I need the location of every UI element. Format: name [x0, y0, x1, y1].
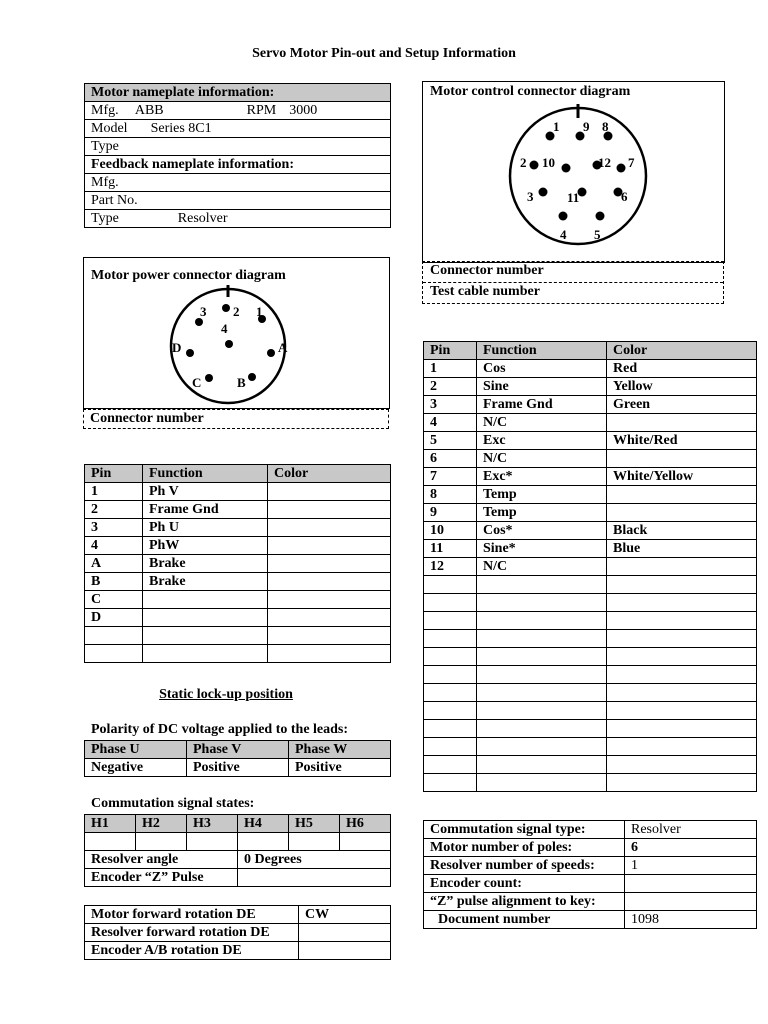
- table-row: [424, 504, 757, 522]
- table-row: [85, 627, 391, 645]
- nameplate-mfg-row: [85, 102, 391, 120]
- color-cell: [607, 702, 757, 720]
- control-connector-fields: [422, 261, 724, 304]
- control-pin-7: 7: [628, 155, 635, 170]
- phase-u-header: Phase U: [85, 741, 187, 759]
- power-col-pin: Pin: [85, 465, 143, 483]
- color-cell: [607, 594, 757, 612]
- pin-cell: 11: [424, 540, 477, 558]
- page-title: Servo Motor Pin-out and Setup Information: [252, 46, 516, 61]
- power-connector-number: Connector number: [83, 409, 389, 429]
- table-row: [424, 857, 757, 875]
- pin-cell: [424, 702, 477, 720]
- color-cell: [268, 555, 391, 573]
- function-cell: [477, 648, 607, 666]
- color-cell: [607, 414, 757, 432]
- color-cell: [268, 591, 391, 609]
- power-pin-B: B: [237, 375, 246, 390]
- color-cell: [607, 648, 757, 666]
- function-cell: Ph V: [143, 483, 268, 501]
- table-row: [424, 540, 757, 558]
- color-cell: Yellow: [607, 378, 757, 396]
- commutation-value: Resolver: [625, 821, 757, 839]
- pin-cell: B: [85, 573, 143, 591]
- table-row: [424, 684, 757, 702]
- pin-cell: [424, 684, 477, 702]
- function-cell: Sine*: [477, 540, 607, 558]
- commutation-table: [423, 820, 757, 929]
- control-pin-2: 2: [520, 155, 527, 170]
- function-cell: N/C: [477, 414, 607, 432]
- table-row: [424, 774, 757, 792]
- rotation-label: Motor forward rotation DE: [85, 906, 299, 924]
- pin-cell: 9: [424, 504, 477, 522]
- function-cell: Exc: [477, 432, 607, 450]
- table-row: [424, 666, 757, 684]
- table-row: [424, 720, 757, 738]
- table-row: [424, 396, 757, 414]
- phase-u-value: Negative: [85, 759, 187, 777]
- function-cell: [477, 774, 607, 792]
- color-cell: [607, 756, 757, 774]
- control-pin-table: [423, 341, 757, 792]
- function-cell: [143, 627, 268, 645]
- polarity-label: Polarity of DC voltage applied to the leads:: [91, 722, 349, 737]
- table-row: [85, 519, 391, 537]
- pin-cell: [424, 648, 477, 666]
- table-row: [85, 924, 391, 942]
- commutation-label: Motor number of poles:: [424, 839, 625, 857]
- pin-cell: 10: [424, 522, 477, 540]
- power-pin-C: C: [192, 375, 202, 390]
- table-row: [424, 911, 757, 929]
- table-row: [424, 839, 757, 857]
- commutation-value: 1: [625, 857, 757, 875]
- pin-cell: [424, 774, 477, 792]
- table-row: [424, 522, 757, 540]
- color-cell: [607, 666, 757, 684]
- fb-type-label: Type: [91, 211, 119, 226]
- rotation-table: [84, 905, 391, 960]
- commutation-value: [625, 875, 757, 893]
- control-col-pin: Pin: [424, 342, 477, 360]
- color-cell: [268, 537, 391, 555]
- table-row: [85, 645, 391, 663]
- pin-cell: 12: [424, 558, 477, 576]
- nameplate-type-row: Type: [85, 138, 391, 156]
- function-cell: [477, 594, 607, 612]
- control-col-color: Color: [607, 342, 757, 360]
- control-pin-9: 9: [583, 119, 590, 134]
- table-row: [424, 432, 757, 450]
- color-cell: [607, 720, 757, 738]
- rotation-value: [299, 942, 391, 960]
- commutation-value: [625, 893, 757, 911]
- color-cell: [607, 486, 757, 504]
- lockup-title: Static lock-up position: [159, 687, 293, 702]
- power-connector-diagram: [160, 285, 300, 410]
- pin-cell: [424, 666, 477, 684]
- function-cell: Sine: [477, 378, 607, 396]
- pin-cell: 4: [85, 537, 143, 555]
- table-row: [424, 648, 757, 666]
- function-cell: [477, 684, 607, 702]
- mfg-value: ABB: [134, 103, 164, 118]
- rotation-value: [299, 924, 391, 942]
- phase-v-header: Phase V: [187, 741, 289, 759]
- resolver-angle-label: Resolver angle: [85, 851, 238, 869]
- color-cell: [268, 627, 391, 645]
- control-pin-3: 3: [527, 189, 534, 204]
- pin-cell: [424, 630, 477, 648]
- function-cell: [477, 756, 607, 774]
- power-pin-2: 2: [233, 304, 240, 319]
- pin-cell: A: [85, 555, 143, 573]
- table-row: [424, 756, 757, 774]
- pin-cell: [85, 645, 143, 663]
- power-col-function: Function: [143, 465, 268, 483]
- color-cell: [607, 504, 757, 522]
- function-cell: N/C: [477, 558, 607, 576]
- phase-w-value: Positive: [289, 759, 391, 777]
- pin-cell: 1: [85, 483, 143, 501]
- pin-cell: 4: [424, 414, 477, 432]
- color-cell: White/Red: [607, 432, 757, 450]
- resolver-angle-value: 0 Degrees: [238, 851, 391, 869]
- color-cell: [607, 576, 757, 594]
- commutation-value: 6: [625, 839, 757, 857]
- test-cable-number: Test cable number: [430, 284, 540, 299]
- pin-cell: 3: [85, 519, 143, 537]
- control-pin-1: 1: [553, 119, 560, 134]
- color-cell: [607, 558, 757, 576]
- table-row: [424, 630, 757, 648]
- control-pin-12: 12: [598, 155, 611, 170]
- commutation-table-body: [424, 821, 757, 929]
- table-row: [424, 414, 757, 432]
- table-row: [424, 594, 757, 612]
- mfg-label: Mfg.: [91, 103, 119, 118]
- table-row: [424, 576, 757, 594]
- color-cell: [607, 630, 757, 648]
- feedback-part-row: Part No.: [85, 192, 391, 210]
- pin-cell: 1: [424, 360, 477, 378]
- rotation-value: CW: [299, 906, 391, 924]
- color-cell: [268, 483, 391, 501]
- table-row: [424, 558, 757, 576]
- table-row: [424, 468, 757, 486]
- control-col-function: Function: [477, 342, 607, 360]
- commutation-label: Document number: [424, 911, 625, 929]
- control-pin-11: 11: [567, 190, 580, 205]
- table-row: [424, 875, 757, 893]
- table-row: [85, 906, 391, 924]
- table-row: [85, 483, 391, 501]
- phase-table: [84, 740, 391, 777]
- commutation-value: 1098: [625, 911, 757, 929]
- h3-header: H3: [187, 815, 238, 833]
- function-cell: [477, 738, 607, 756]
- pin-cell: [85, 627, 143, 645]
- pin-cell: 6: [424, 450, 477, 468]
- pin-cell: [424, 738, 477, 756]
- table-row: [424, 821, 757, 839]
- encoder-z-label: Encoder “Z” Pulse: [85, 869, 238, 887]
- feedback-type-row: [85, 210, 391, 228]
- power-pin-A: A: [278, 340, 288, 355]
- power-pin-3: 3: [200, 304, 207, 319]
- table-row: [85, 609, 391, 627]
- function-cell: [143, 591, 268, 609]
- color-cell: Red: [607, 360, 757, 378]
- control-connector-title: Motor control connector diagram: [430, 84, 631, 99]
- function-cell: Temp: [477, 504, 607, 522]
- color-cell: [607, 738, 757, 756]
- pin-cell: 7: [424, 468, 477, 486]
- control-pin-6: 6: [621, 189, 628, 204]
- function-cell: [143, 609, 268, 627]
- pin-cell: 2: [85, 501, 143, 519]
- commutation-label: “Z” pulse alignment to key:: [424, 893, 625, 911]
- table-row: [424, 702, 757, 720]
- pin-cell: 8: [424, 486, 477, 504]
- model-value: Series 8C1: [150, 121, 212, 136]
- nameplate-header: Motor nameplate information:: [85, 84, 391, 102]
- color-cell: [268, 501, 391, 519]
- table-row: [85, 573, 391, 591]
- h6-header: H6: [340, 815, 391, 833]
- color-cell: [607, 684, 757, 702]
- model-label: Model: [91, 121, 128, 136]
- h1-header: H1: [85, 815, 136, 833]
- nameplate-model-row: [85, 120, 391, 138]
- phase-v-value: Positive: [187, 759, 289, 777]
- rotation-label: Encoder A/B rotation DE: [85, 942, 299, 960]
- power-connector-title: Motor power connector diagram: [91, 268, 286, 283]
- table-row: [424, 612, 757, 630]
- function-cell: [477, 576, 607, 594]
- color-cell: [268, 573, 391, 591]
- function-cell: Frame Gnd: [143, 501, 268, 519]
- rotation-table-body: [85, 906, 391, 960]
- color-cell: White/Yellow: [607, 468, 757, 486]
- color-cell: Blue: [607, 540, 757, 558]
- function-cell: [477, 612, 607, 630]
- function-cell: [477, 666, 607, 684]
- commutation-label: Resolver number of speeds:: [424, 857, 625, 875]
- power-pin-D: D: [172, 340, 182, 355]
- pin-cell: D: [85, 609, 143, 627]
- h5-header: H5: [289, 815, 340, 833]
- function-cell: Brake: [143, 555, 268, 573]
- pin-cell: [424, 612, 477, 630]
- function-cell: [477, 630, 607, 648]
- function-cell: Frame Gnd: [477, 396, 607, 414]
- power-col-color: Color: [268, 465, 391, 483]
- hall-states-table: [84, 814, 391, 887]
- commutation-label: Encoder count:: [424, 875, 625, 893]
- h4-header: H4: [238, 815, 289, 833]
- table-row: [424, 450, 757, 468]
- power-pin-table: [84, 464, 391, 663]
- control-connector-number: Connector number: [430, 263, 544, 278]
- control-pin-4: 4: [560, 227, 567, 242]
- control-pin-8: 8: [602, 119, 609, 134]
- table-row: [85, 555, 391, 573]
- function-cell: N/C: [477, 450, 607, 468]
- feedback-mfg-row: Mfg.: [85, 174, 391, 192]
- h2-header: H2: [136, 815, 187, 833]
- function-cell: Temp: [477, 486, 607, 504]
- function-cell: Brake: [143, 573, 268, 591]
- commutation-states-label: Commutation signal states:: [91, 796, 255, 811]
- rotation-label: Resolver forward rotation DE: [85, 924, 299, 942]
- rpm-value: 3000: [289, 103, 318, 118]
- pin-cell: C: [85, 591, 143, 609]
- control-pin-5: 5: [594, 227, 601, 242]
- color-cell: [268, 645, 391, 663]
- function-cell: Exc*: [477, 468, 607, 486]
- control-table-body: [424, 360, 757, 792]
- table-row: [424, 738, 757, 756]
- phase-w-header: Phase W: [289, 741, 391, 759]
- function-cell: Ph U: [143, 519, 268, 537]
- rpm-label: RPM: [246, 103, 277, 118]
- color-cell: Green: [607, 396, 757, 414]
- color-cell: [268, 609, 391, 627]
- function-cell: PhW: [143, 537, 268, 555]
- pin-cell: [424, 756, 477, 774]
- control-pin-10: 10: [542, 155, 555, 170]
- table-row: [85, 537, 391, 555]
- pin-cell: [424, 594, 477, 612]
- table-row: [424, 893, 757, 911]
- commutation-label: Commutation signal type:: [424, 821, 625, 839]
- pin-cell: 5: [424, 432, 477, 450]
- function-cell: Cos: [477, 360, 607, 378]
- power-pin-4: 4: [221, 321, 228, 336]
- control-connector-diagram: [500, 104, 670, 249]
- pin-cell: 3: [424, 396, 477, 414]
- function-cell: [477, 702, 607, 720]
- color-cell: [607, 774, 757, 792]
- function-cell: [143, 645, 268, 663]
- power-table-body: [85, 483, 391, 663]
- pin-cell: [424, 720, 477, 738]
- color-cell: [607, 612, 757, 630]
- table-row: [424, 360, 757, 378]
- fb-type-value: Resolver: [177, 211, 228, 226]
- color-cell: [607, 450, 757, 468]
- nameplate-table: [84, 83, 391, 228]
- power-pin-1: 1: [256, 304, 263, 319]
- pin-cell: 2: [424, 378, 477, 396]
- table-row: [424, 378, 757, 396]
- color-cell: Black: [607, 522, 757, 540]
- table-row: [424, 486, 757, 504]
- color-cell: [268, 519, 391, 537]
- function-cell: [477, 720, 607, 738]
- function-cell: Cos*: [477, 522, 607, 540]
- table-row: [85, 501, 391, 519]
- pin-cell: [424, 576, 477, 594]
- table-row: [85, 591, 391, 609]
- table-row: [85, 942, 391, 960]
- feedback-header: Feedback nameplate information:: [85, 156, 391, 174]
